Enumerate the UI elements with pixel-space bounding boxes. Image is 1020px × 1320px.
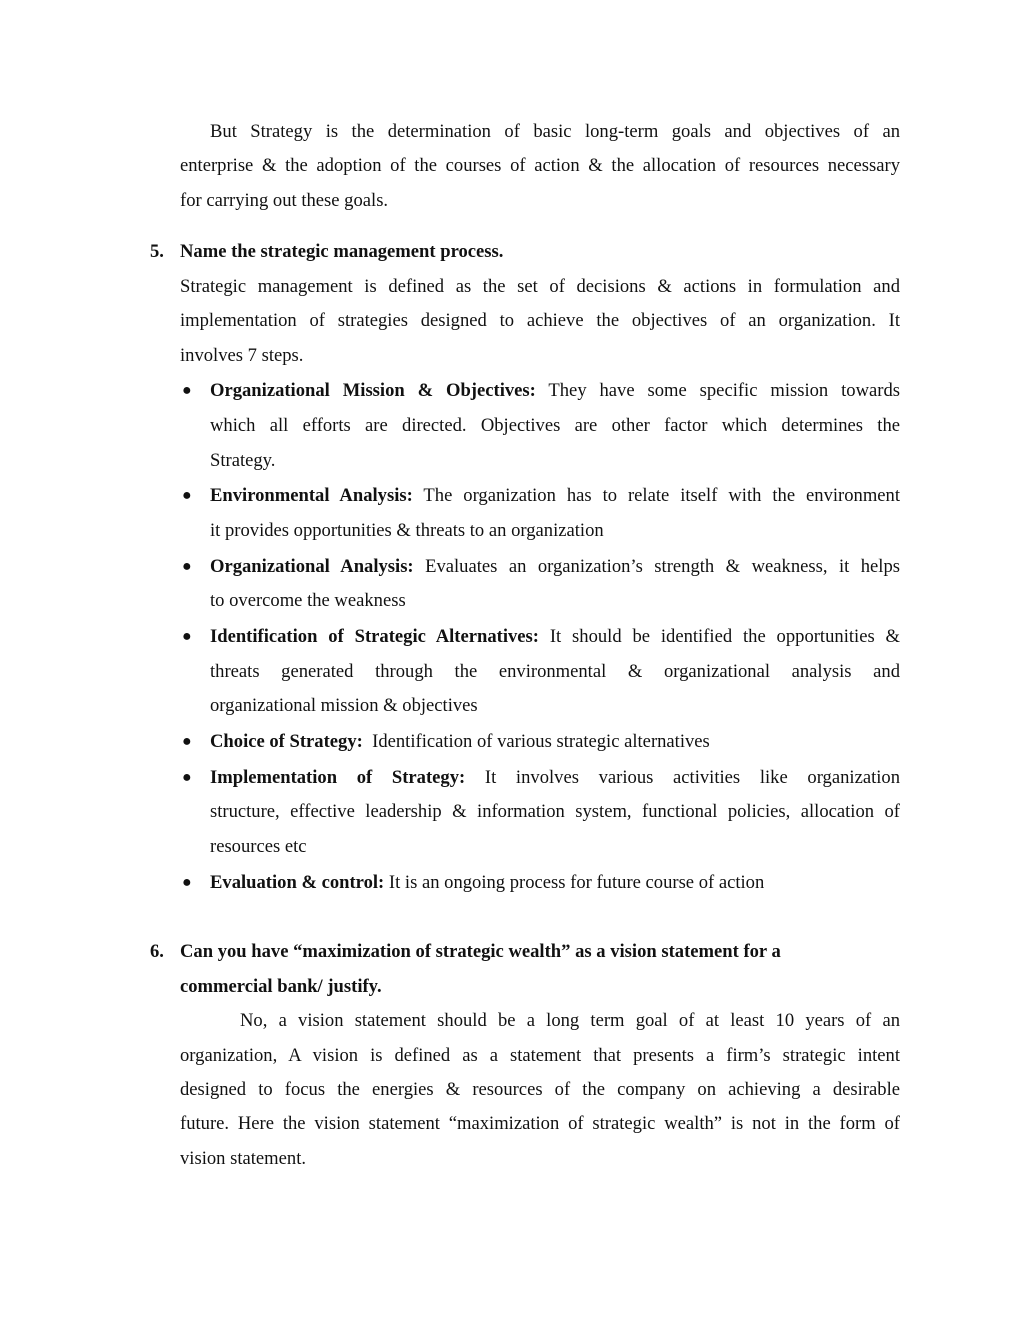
question-title: Can you have “maximization of strategic wealth” as a vision statement for a: [180, 941, 781, 962]
question-title: commercial bank/ justify.: [180, 976, 382, 997]
text-line: which all efforts are directed. Objectives are other factor which determines the: [210, 415, 900, 436]
text-line: it provides opportunities & threats to an organization: [210, 520, 604, 541]
text-line: implementation of strategies designed to achieve the objectives of an organization. It: [180, 310, 900, 331]
text-line: designed to focus the energies & resources of the company on achieving a desirable: [180, 1079, 900, 1100]
text-line: organizational mission & objectives: [210, 695, 478, 716]
bullet-icon: ●: [182, 874, 192, 891]
bullet-label: Organizational Mission & Objectives:: [210, 380, 536, 401]
bullet-text: It should be identified the opportunities &: [538, 626, 900, 647]
bullet-text: Identification of various strategic alternatives: [362, 731, 710, 752]
bullet-label: Identification of Strategic Alternatives:: [210, 626, 539, 647]
question-number: 6.: [150, 941, 164, 962]
question-number: 5.: [150, 241, 164, 262]
bullet-label: Choice of Strategy:: [210, 731, 363, 752]
text-line: organization, A vision is defined as a statement that presents a firm’s strategic intent: [180, 1045, 900, 1066]
text-line: [210, 555, 900, 579]
text-line: for carrying out these goals.: [180, 190, 389, 211]
bullet-icon: ●: [182, 487, 192, 504]
bullet-label: Environmental Analysis:: [210, 485, 413, 506]
text-line: Strategic management is defined as the set of decisions & actions in formulation and: [180, 276, 900, 297]
text-line: involves 7 steps.: [180, 345, 304, 366]
text-line: [210, 730, 900, 754]
bullet-icon: ●: [182, 769, 192, 786]
bullet-icon: ●: [182, 733, 192, 750]
text-line: [210, 871, 900, 895]
text-line: future. Here the vision statement “maximization of strategic wealth” is not in the form of: [180, 1113, 900, 1134]
text-line: But Strategy is the determination of basic long-term goals and objectives of an: [210, 121, 900, 142]
bullet-text: Evaluates an organization’s strength & weakness, it helps: [413, 556, 900, 577]
text-line: enterprise & the adoption of the courses of action & the allocation of resources necessary: [180, 155, 900, 176]
bullet-text: The organization has to relate itself with the environment: [412, 485, 900, 506]
text-line: resources etc: [210, 836, 307, 857]
bullet-text: It involves various activities like organization: [465, 767, 900, 788]
text-line: [210, 484, 900, 508]
bullet-text: It is an ongoing process for future course of action: [384, 872, 765, 893]
bullet-label: Organizational Analysis:: [210, 556, 414, 577]
bullet-label: Evaluation & control:: [210, 872, 385, 893]
text-line: [210, 379, 900, 403]
text-line: No, a vision statement should be a long term goal of at least 10 years of an: [240, 1010, 900, 1031]
bullet-label: Implementation of Strategy:: [210, 767, 466, 788]
bullet-icon: ●: [182, 628, 192, 645]
text-line: threats generated through the environmental & organizational analysis and: [210, 661, 900, 682]
text-line: structure, effective leadership & information system, functional policies, allocation of: [210, 801, 900, 822]
text-line: [210, 625, 900, 649]
bullet-icon: ●: [182, 382, 192, 399]
question-title: Name the strategic management process.: [180, 241, 504, 262]
text-line: [210, 766, 900, 790]
text-line: vision statement.: [180, 1148, 307, 1169]
bullet-text: They have some specific mission towards: [535, 380, 900, 401]
text-line: to overcome the weakness: [210, 590, 406, 611]
bullet-icon: ●: [182, 558, 192, 575]
text-line: Strategy.: [210, 450, 276, 471]
